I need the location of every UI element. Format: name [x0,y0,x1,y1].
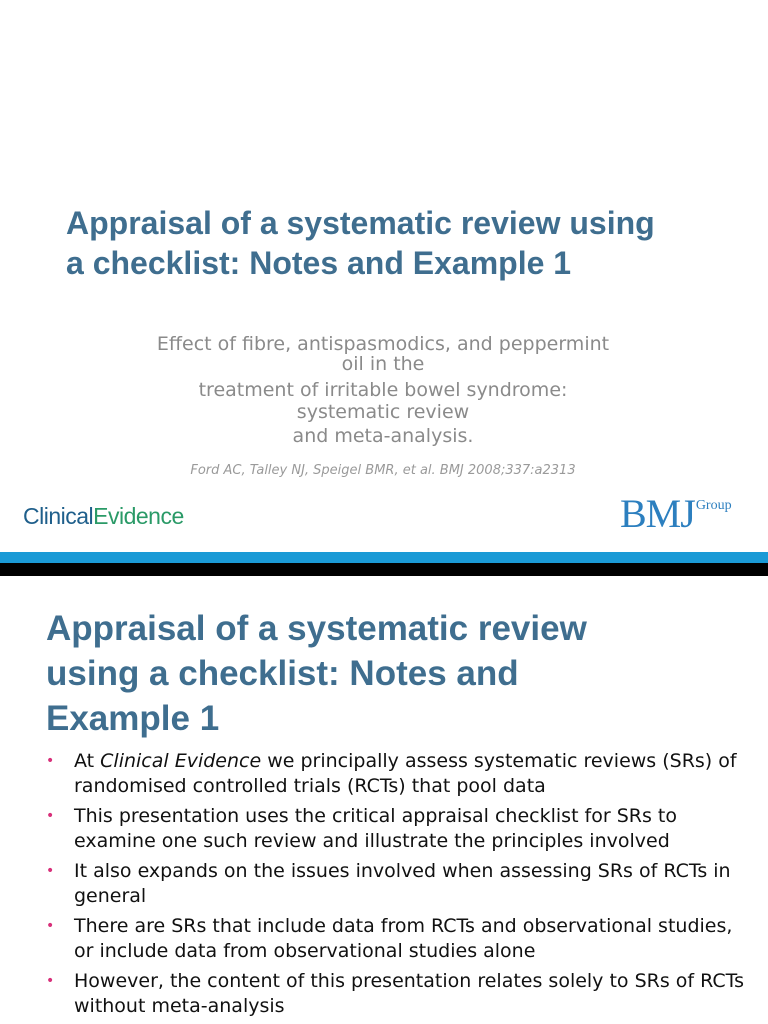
bmj-group-logo [620,492,732,536]
subtitle-line: Effect of fibre, antispasmodics, and peppermint [156,333,610,355]
citation: Ford AC, Talley NJ, Speigel BMR, et al. BMJ 2008;337:a2313 [190,463,576,478]
logo-text-bmj: BMJ [620,491,695,536]
bullet-item: • There are SRs that include data from RCTs and observational studies, or include data from observational studies alone [46,915,733,962]
logo-text-clinical: Clinical [23,503,94,529]
bullet-icon: • [46,863,55,879]
slide-title [46,606,736,741]
subtitle-line: oil in the [341,353,425,375]
emphasis: Clinical Evidence [100,750,262,772]
slide-separator [0,563,768,576]
bullet-item: • It also expands on the issues involved when assessing SRs of RCTs in general [46,860,731,907]
bullet-list [46,749,746,1024]
bullet-icon: • [46,918,55,934]
logo-text-group: Group [695,498,732,513]
slide-subtitle [118,333,648,447]
slide-title-line-2: a checklist: Notes and Example 1 [66,245,572,281]
slide-title-line-3: Example 1 [46,699,220,738]
bullet-item: • This presentation uses the critical appraisal checklist for SRs to examine one such review and illustrate the principles involved [46,805,677,852]
bullet-icon: • [46,973,55,989]
slide-title-line-2: using a checklist: Notes and [46,654,519,693]
bullet-item: • At Clinical Evidence we principally assess systematic reviews (SRs) of randomised controlled trials (RCTs) that pool data [46,750,737,797]
subtitle-line: systematic review [296,401,470,423]
logo-text-evidence: Evidence [93,503,184,529]
clinical-evidence-logo [23,503,184,530]
slide-title [66,203,726,283]
bullet-item: • However, the content of this presentation relates solely to SRs of RCTs without meta-analysis [46,970,745,1017]
slide-title-line-1: Appraisal of a systematic review using [66,205,655,241]
slide-footer-band [0,552,768,563]
slide-title-line-1: Appraisal of a systematic review [46,609,587,648]
bullet-icon: • [46,808,55,824]
content-slide [0,576,768,1024]
bullet-icon: • [46,753,55,769]
subtitle-line: treatment of irritable bowel syndrome: [198,379,568,401]
subtitle-line: and meta-analysis. [292,425,474,447]
